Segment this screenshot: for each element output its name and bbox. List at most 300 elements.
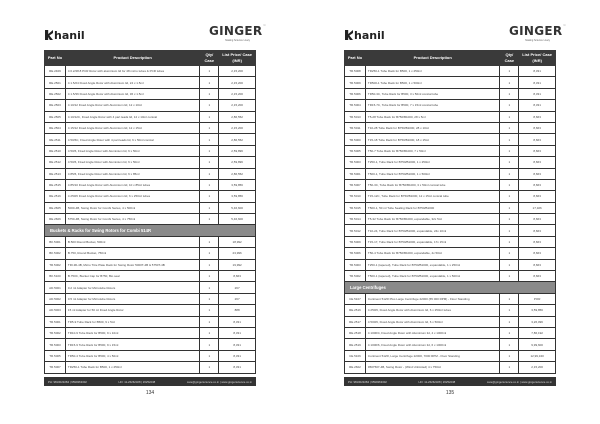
table-row	[345, 305, 556, 316]
table-row	[45, 191, 256, 202]
price: 2,15,200	[219, 66, 256, 77]
table-row	[45, 236, 256, 247]
part-no: RE.2510	[45, 145, 66, 156]
hanil-logo	[345, 29, 385, 43]
table-row	[345, 248, 556, 259]
description: TR15-7C, Tube Rack for B500, 7 x 15ml conical tube	[365, 100, 500, 111]
price: 7,86,192	[519, 327, 556, 338]
qty: 1	[500, 248, 519, 259]
price: 8,663	[519, 259, 556, 270]
description: 4 1000/4, Fixed Angle Rotor with Aluminium lid, 4 x 1000ml	[365, 327, 500, 338]
part-no: TR.5014	[345, 214, 366, 225]
description: B.750C, Bucket Cap for B750, Bio seal	[65, 271, 199, 282]
table-row	[345, 271, 556, 282]
table-row	[45, 316, 256, 327]
table-row	[345, 111, 556, 122]
table-row	[45, 202, 256, 213]
qty: 1	[500, 179, 519, 190]
price: 8,663	[519, 122, 556, 133]
description: 4 50/6C, Fixed Angle Rotor with 4 part leads lid, 6 x 50ml conical	[65, 134, 199, 145]
price: 2,86,552	[219, 134, 256, 145]
part-no: TR.5002	[345, 271, 366, 282]
part-no: TR.5009	[345, 77, 366, 88]
description: 4 50/6, Fixed Angle Rotor with Aluminium lid, 6 x 50ml	[65, 157, 199, 168]
part-no: TR.5003	[345, 259, 366, 270]
description: TRI-96-4B, Micro Titre Plate Rack for Swing Rotor 5000T-4B & 5750T-4B	[65, 259, 199, 270]
part-no: TR.5002	[45, 259, 66, 270]
price: 8,331	[219, 339, 256, 350]
price: 8,663	[519, 168, 556, 179]
part-no: RE.2513	[45, 168, 66, 179]
price: 8,331	[219, 327, 256, 338]
table-row	[45, 145, 256, 156]
description: 4 10/12 Fixed Angle Rotor with Aluminium lid, 12 x 10ml	[65, 100, 199, 111]
part-no: RE.2516	[345, 305, 366, 316]
qty: 1	[200, 134, 219, 145]
part-no: RE.2519	[345, 339, 366, 350]
part-no: RE.2501	[45, 77, 66, 88]
table-row	[345, 157, 556, 168]
description: T500-1, Tube Rack for B750/B1000, 1 x 500ml	[365, 168, 500, 179]
description: T15-12C, Tube Rack for B750/B1000, 12 x 15ml conical tube	[365, 191, 500, 202]
trademark: ™	[262, 24, 267, 28]
part-no: TR.5015	[345, 202, 366, 213]
part-no: RE.2504	[45, 122, 66, 133]
part-no: RE.2502	[45, 88, 66, 99]
qty: 1	[200, 305, 219, 316]
price: 9,99,600	[519, 339, 556, 350]
ginger-logo	[509, 24, 566, 43]
description: 0.5 ml Adapter for Microtube Rotors	[65, 293, 199, 304]
table-row	[345, 350, 556, 361]
part-no: TR.5012	[345, 225, 366, 236]
description: TR250-1 Tube Rack for B500, 1 x 250ml	[365, 66, 500, 77]
part-no: RE.2516	[45, 191, 66, 202]
table-row	[45, 339, 256, 350]
price: 8,331	[519, 66, 556, 77]
qty: 1	[500, 225, 519, 236]
price: 12,99,340	[519, 350, 556, 361]
col-qty: Qty/ Case	[500, 51, 519, 66]
price-table	[44, 50, 256, 374]
table-row	[45, 77, 256, 88]
qty: 1	[500, 305, 519, 316]
table-row	[45, 214, 256, 225]
table-row	[345, 77, 556, 88]
table-row	[45, 305, 256, 316]
price: 23,996	[219, 248, 256, 259]
description: T50-3C, Tube Rack for B750/B1000, 3 x 50ml conical tube	[365, 179, 500, 190]
qty: 1	[500, 316, 519, 327]
part-no: RE.2512	[45, 157, 66, 168]
table-row	[345, 259, 556, 270]
part-no: TR.5011	[345, 122, 366, 133]
description: T5-32 Tube Rack for B750/B1000, expandable, 32x 5ml	[365, 214, 500, 225]
description: 5750-4B, Swing Rotor for Combi Series, 4 x 750ml	[65, 214, 199, 225]
part-no: RE.2518	[345, 327, 366, 338]
table-row	[345, 88, 556, 99]
price: 888	[219, 305, 256, 316]
table-row	[345, 191, 556, 202]
description: T500-1 (tapered), Tube Rack for B750/B1000, expandable, 1 x 500ml	[365, 271, 500, 282]
table-row	[45, 179, 256, 190]
qty: 1	[200, 362, 219, 373]
description: Continent 512R Plus Large Centrifuge 22000 (65 000 RPM) - Floor Standing	[365, 293, 500, 304]
section-title: Large Centrifuges	[345, 282, 556, 293]
qty: 1	[200, 214, 219, 225]
description: T500-1, 50 ml Tube Sealing Rack for B750/B1000	[365, 202, 500, 213]
description: TR50-4 Tube Rack for B500, 4 x 50ml	[65, 350, 199, 361]
price: 8,331	[219, 350, 256, 361]
description: 4 50/6, Fixed Angle Rotor with Aluminium lid, 6 x 50ml	[65, 145, 199, 156]
description: 4 15/12 Fixed Angle Rotor with Aluminium lid, 12 x 15ml	[65, 122, 199, 133]
table-row	[345, 236, 556, 247]
price: 8,663	[219, 271, 256, 282]
footer-phone: PH: 9810023284 | 9599363302	[48, 379, 87, 384]
qty: 1	[200, 350, 219, 361]
table-row	[45, 157, 256, 168]
qty: 1	[200, 259, 219, 270]
qty: 1	[500, 350, 519, 361]
section-row	[345, 282, 556, 293]
description: 4 85/6, Fixed Angle Rotor with Aluminium lid, 6 x 85ml	[65, 168, 199, 179]
price: 8,663	[519, 225, 556, 236]
part-no: TR.5004	[345, 100, 366, 111]
qty: 1	[200, 100, 219, 111]
part-no: RE.2515	[45, 179, 66, 190]
footer-email: care@gingerscience.co.in | www.gingerscience.co.in	[186, 379, 252, 384]
description: Continent 512R, Large Centrifuge 22000, 7000 RPM - Floor Standing	[365, 350, 500, 361]
description: TR15-9 Tube Rack for B500, 9 x 15ml	[65, 339, 199, 350]
description: T15-17, Tube Rack for B750/B1000, expandable, 17x 15ml	[365, 236, 500, 247]
part-no: TR.5009	[345, 236, 366, 247]
part-no: BK.5100	[45, 271, 66, 282]
part-no: TR.5001	[45, 316, 66, 327]
table-row	[345, 225, 556, 236]
description: T10-24, Tube Rack for B750/B1000, expandable, 24x 10ml	[365, 225, 500, 236]
part-no: TR.5013	[345, 111, 366, 122]
price: 8,663	[519, 145, 556, 156]
part-no: TR.5006	[345, 248, 366, 259]
table-row	[345, 168, 556, 179]
qty: 1	[200, 236, 219, 247]
qty: 1	[500, 134, 519, 145]
qty: 1	[500, 236, 519, 247]
price: 8,663	[519, 111, 556, 122]
part-no: RE.2505	[45, 111, 66, 122]
price-table	[344, 50, 556, 374]
qty: 1	[500, 259, 519, 270]
col-qty: Qty/ Case	[200, 51, 219, 66]
price: 2,86,552	[219, 168, 256, 179]
part-no: RE.2605	[45, 202, 66, 213]
qty: 1	[500, 77, 519, 88]
description: 9507507-4B, Swing Rotor - (Wind Unlimited) 4 x 750ml	[365, 362, 500, 373]
description: 4 250/6, Fixed Angle Rotor with Aluminium lid, 6 x 250ml tubes	[365, 305, 500, 316]
qty: 1	[200, 293, 219, 304]
description: TR5-9 Tube Rack for B500, 9 x 5ml	[65, 316, 199, 327]
description: T15-18 Tube Rack for B750/B1000, 18 x 15ml	[365, 134, 500, 145]
hanil-logo-mark-icon	[45, 30, 53, 40]
qty: 1	[200, 271, 219, 282]
table-row	[45, 111, 256, 122]
part-no: BK.5002	[45, 248, 66, 259]
qty: 1	[200, 145, 219, 156]
qty: 1	[500, 327, 519, 338]
table-row	[345, 362, 556, 373]
part-no: RE.2409	[45, 66, 66, 77]
description: T50-4 Tube Rack for B750/B1000, expandable, 4x 50ml	[365, 248, 500, 259]
part-no: CE.5107	[345, 293, 366, 304]
qty: 1	[500, 362, 519, 373]
table-header	[45, 51, 256, 66]
table-row	[45, 362, 256, 373]
table-row	[45, 293, 256, 304]
table-row	[45, 327, 256, 338]
part-no: AD.5001	[45, 282, 66, 293]
ginger-tagline: Making Science Lively	[225, 39, 250, 42]
description: 15 ml Adapter for 50 ml Fixed Angle Rotor	[65, 305, 199, 316]
qty: 1	[500, 202, 519, 213]
price: 8,663	[519, 214, 556, 225]
description: 4 1.5/24 Fixed Angle Rotor with Aluminium lid, 24 x 1.5ml	[65, 77, 199, 88]
qty: 1	[500, 100, 519, 111]
price: 3,59,856	[219, 191, 256, 202]
qty: 1	[500, 191, 519, 202]
description: 0.2 ml Adapter for Microtube Rotors	[65, 282, 199, 293]
price: 3,59,856	[219, 179, 256, 190]
table-row	[45, 168, 256, 179]
part-no: AD.5003	[45, 305, 66, 316]
qty: 1	[200, 316, 219, 327]
qty: 1	[200, 202, 219, 213]
price: 3,26,096	[519, 316, 556, 327]
part-no: TR.5005	[345, 145, 366, 156]
table-row	[345, 122, 556, 133]
price: 5,46,600	[219, 202, 256, 213]
description: 4 10/12C, Fixed Angle Rotor with 4 part leads lid, 12 x 10ml conical	[65, 111, 199, 122]
qty: 1	[500, 145, 519, 156]
table-row	[45, 271, 256, 282]
part-no: TR.5000	[345, 134, 366, 145]
price: 2,15,200	[219, 77, 256, 88]
description: TR500-1 Tube Rack for B500, 1 x 500ml	[365, 77, 500, 88]
table-row	[345, 179, 556, 190]
footer-phone: PH: 9810023284 | 9599363302	[348, 379, 387, 384]
table-row	[45, 88, 256, 99]
col-part-no: Part No	[345, 51, 366, 66]
qty: 1	[200, 327, 219, 338]
ginger-logo	[209, 24, 266, 43]
description: 4 0.2/48.8 PCR Rotor with aluminium lid for 48 micro tubes & PCR tubes	[65, 66, 199, 77]
price: 3,59,856	[519, 305, 556, 316]
price: 8,663	[519, 191, 556, 202]
part-no: TR.5003	[45, 339, 66, 350]
table-row	[345, 339, 556, 350]
price: 2,15,200	[219, 122, 256, 133]
table-row	[45, 259, 256, 270]
table-row	[345, 202, 556, 213]
qty: 1	[200, 88, 219, 99]
price: 8,331	[219, 362, 256, 373]
price: 2,59,896	[219, 157, 256, 168]
description: B.500 Round Bucket, 500ml	[65, 236, 199, 247]
table-row	[345, 145, 556, 156]
table-row	[45, 122, 256, 133]
qty: 1	[200, 248, 219, 259]
part-no: TR.5005	[45, 350, 66, 361]
part-no: RE.2606	[45, 214, 66, 225]
section-title: Buckets & Racks for Swing Rotors for Combi 514R	[45, 225, 256, 236]
price: 8,331	[519, 77, 556, 88]
qty: 1	[500, 66, 519, 77]
footer-office: HO: 11-26262328 | 26252238	[118, 379, 156, 384]
part-no: CE.5106	[345, 350, 366, 361]
description: T50-7 Tube Rack for B750/B1000, 7 x 50ml	[365, 145, 500, 156]
description: T10-28 Tube Rack for B750/B1000, 28 x 10ml	[365, 122, 500, 133]
table-row	[345, 316, 556, 327]
price: 8,331	[519, 88, 556, 99]
part-no: RE.2503	[45, 100, 66, 111]
part-no: RE.2511	[45, 134, 66, 145]
ginger-tagline: Making Science Lively	[525, 39, 550, 42]
table-row	[45, 248, 256, 259]
col-price: List Price/ Case (INR)	[519, 51, 556, 66]
description: 4 1000/6, Fixed Angle Rotor with Aluminium lid, 6 x 1000ml	[365, 339, 500, 350]
part-no: TR.5007	[45, 362, 66, 373]
table-row	[345, 293, 556, 304]
page-number: 135	[445, 390, 455, 396]
trademark: ™	[562, 24, 567, 28]
description: 4 500/6, Fixed Angle Rotor with Aluminium lid, 6 x 500ml	[365, 316, 500, 327]
col-description: Product Description	[65, 51, 199, 66]
ginger-logo-text: GINGER	[209, 24, 263, 38]
price: 8,663	[519, 248, 556, 259]
description: T250-1, Tube Rack for B750/B1000, 1 x 250ml	[365, 157, 500, 168]
description: T250-1 (tapered), Tube Rack for B750/B1000, expandable, 1 x 250ml	[365, 259, 500, 270]
qty: 1	[200, 122, 219, 133]
qty: 1	[500, 271, 519, 282]
ginger-logo-text: GINGER	[509, 24, 563, 38]
footer-bar	[344, 377, 556, 386]
table-row	[45, 66, 256, 77]
price: POR	[519, 293, 556, 304]
part-no: TR.5010	[345, 191, 366, 202]
page-number: 134	[145, 390, 155, 396]
description: TR50-3C, Tube Rack for B500, 3 x 50ml conical tube	[365, 88, 500, 99]
qty: 1	[500, 88, 519, 99]
qty: 1	[200, 66, 219, 77]
qty: 1	[200, 191, 219, 202]
table-row	[45, 282, 256, 293]
price: 2,59,896	[219, 145, 256, 156]
qty: 1	[200, 339, 219, 350]
part-no: TR.5007	[345, 179, 366, 190]
price: 5,46,600	[219, 214, 256, 225]
part-no: TR.5006	[345, 88, 366, 99]
price: 8,663	[519, 236, 556, 247]
table-row	[345, 134, 556, 145]
table-header	[345, 51, 556, 66]
description: B.750, Round Bucket, 750ml	[65, 248, 199, 259]
part-no: TR.5003	[345, 157, 366, 168]
part-no: TR.5008	[345, 66, 366, 77]
hanil-logo-text: hanil	[354, 29, 385, 42]
qty: 1	[200, 77, 219, 88]
qty: 1	[200, 179, 219, 190]
table-row	[45, 134, 256, 145]
qty: 1	[500, 214, 519, 225]
price: 267	[219, 293, 256, 304]
qty: 1	[500, 122, 519, 133]
part-no: TR.5002	[45, 327, 66, 338]
part-no: RE.2602	[345, 362, 366, 373]
hanil-logo	[45, 29, 85, 43]
price: 2,15,200	[219, 100, 256, 111]
part-no: BK.5001	[45, 236, 66, 247]
qty: 1	[500, 157, 519, 168]
col-part-no: Part No	[45, 51, 66, 66]
price: 267	[219, 282, 256, 293]
qty: 1	[200, 111, 219, 122]
part-no: RE.2517	[345, 316, 366, 327]
footer-bar	[44, 377, 256, 386]
price: 8,663	[519, 134, 556, 145]
footer-office: HO: 11-26262328 | 26252238	[418, 379, 456, 384]
table-row	[45, 350, 256, 361]
section-row	[45, 225, 256, 236]
description: 5000-4B, Swing Rotor for Combi Series, 4 x 500ml	[65, 202, 199, 213]
description: 4 1.5/36 Fixed Angle Rotor with Aluminium lid, 36 x 1.5ml	[65, 88, 199, 99]
description: 4 250/6 Fixed Angle Rotor with Aluminium lid, 6 x 250ml tubes	[65, 191, 199, 202]
price: 8,663	[519, 179, 556, 190]
part-no: TR.5001	[345, 168, 366, 179]
table-row	[345, 66, 556, 77]
description: 4 85/10 Fixed Angle Rotor with Aluminium lid, 10 x 85ml tubes	[65, 179, 199, 190]
description: TR250-1 Tube Rack for B500, 1 x 250ml	[65, 362, 199, 373]
price: 2,86,552	[219, 111, 256, 122]
footer-email: care@gingerscience.co.in | www.gingerscience.co.in	[486, 379, 552, 384]
price: 19,992	[219, 259, 256, 270]
description: T5-28 Tube Rack for B750/B1000, 28 x 5ml	[365, 111, 500, 122]
catalog-page-135	[300, 0, 600, 424]
price: 2,15,200	[219, 88, 256, 99]
col-price: List Price/ Case (INR)	[219, 51, 256, 66]
table-row	[345, 100, 556, 111]
part-no: AD.5002	[45, 293, 66, 304]
qty: 1	[200, 157, 219, 168]
hanil-logo-mark-icon	[345, 30, 353, 40]
table-row	[345, 327, 556, 338]
price: 8,663	[519, 157, 556, 168]
table-row	[345, 214, 556, 225]
qty: 1	[500, 111, 519, 122]
price: 8,663	[519, 271, 556, 282]
qty: 1	[200, 282, 219, 293]
price: 8,331	[519, 100, 556, 111]
table-row	[45, 100, 256, 111]
price: 8,331	[219, 316, 256, 327]
col-description: Product Description	[365, 51, 500, 66]
qty: 1	[200, 168, 219, 179]
qty: 1	[500, 339, 519, 350]
qty: 1	[500, 168, 519, 179]
price: 2,15,200	[519, 362, 556, 373]
price: 18,992	[219, 236, 256, 247]
hanil-logo-text: hanil	[54, 29, 85, 42]
description: TR10-9 Tube Rack for B500, 9 x 10ml	[65, 327, 199, 338]
qty: 1	[500, 293, 519, 304]
